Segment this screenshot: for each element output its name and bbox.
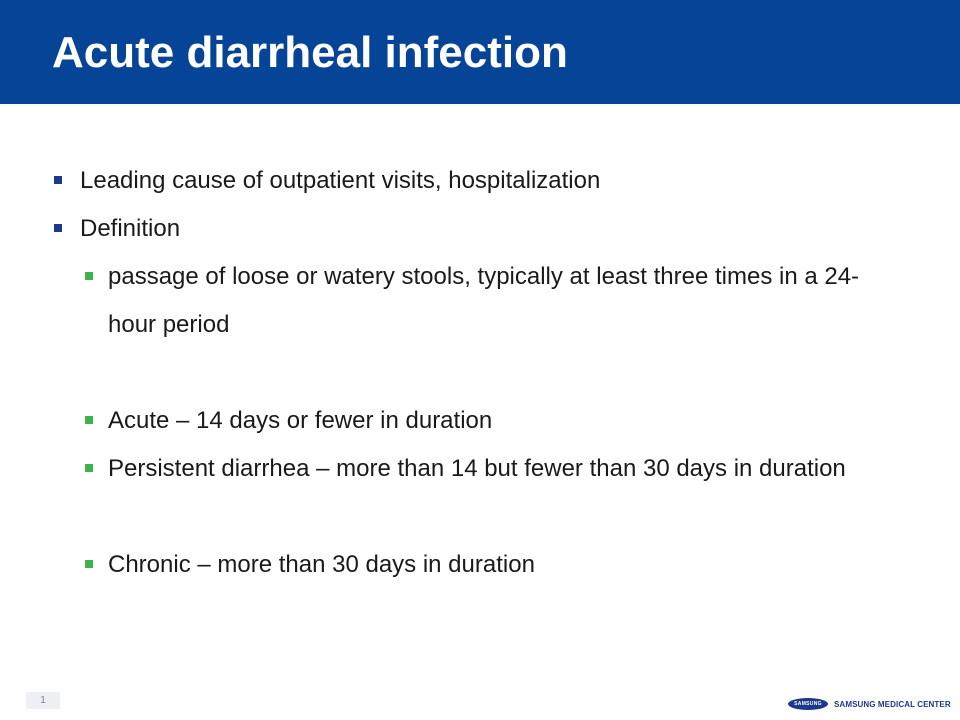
sub-bullet-item <box>108 253 888 349</box>
square-bullet-icon <box>85 272 93 280</box>
square-bullet-icon <box>54 224 62 232</box>
bullet-item <box>80 205 900 253</box>
square-bullet-icon <box>54 176 62 184</box>
sub-bullet-text: Chronic – more than 30 days in duration <box>108 551 535 578</box>
title-bar <box>0 0 960 104</box>
samsung-logo-icon: SAMSUNG <box>788 698 828 710</box>
square-bullet-icon <box>85 464 93 472</box>
sub-bullet-item <box>108 541 888 589</box>
samsung-medical-center-logo <box>788 697 951 711</box>
square-bullet-icon <box>85 416 93 424</box>
page-number: 1 <box>26 692 60 709</box>
logo-text: SAMSUNG MEDICAL CENTER <box>834 699 951 709</box>
sub-bullet-text: Acute – 14 days or fewer in duration <box>108 407 493 434</box>
bullet-text: Leading cause of outpatient visits, hospitalization <box>80 167 601 194</box>
bullet-item <box>80 157 900 205</box>
sub-bullet-item <box>108 397 888 445</box>
sub-bullet-item <box>108 445 888 493</box>
bullet-text: Definition <box>80 215 181 242</box>
square-bullet-icon <box>85 560 93 568</box>
sub-bullet-text: passage of loose or watery stools, typically at least three times in a 24-hour period <box>108 263 860 338</box>
sub-bullet-text: Persistent diarrhea – more than 14 but fewer than 30 days in duration <box>108 455 846 482</box>
slide-title: Acute diarrheal infection <box>52 28 568 77</box>
